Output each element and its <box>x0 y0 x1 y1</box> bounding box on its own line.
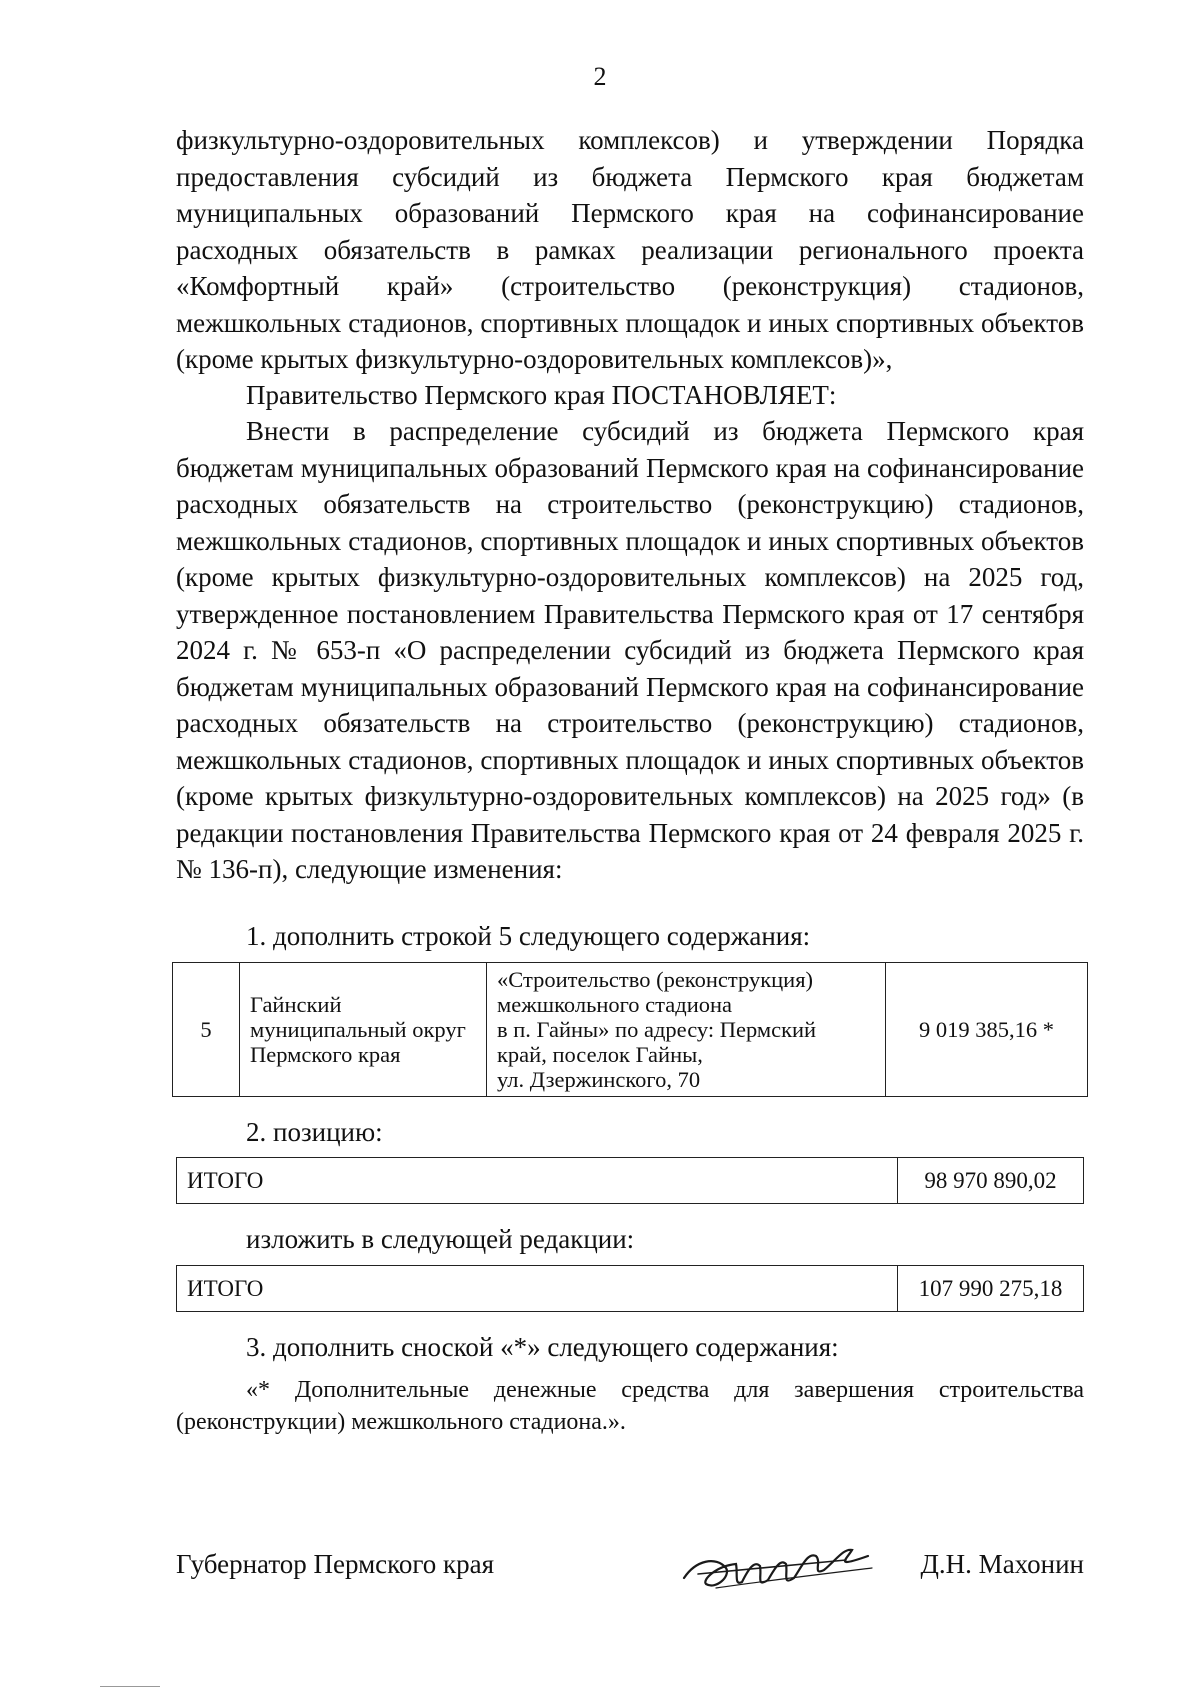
amount-cell: 9 019 385,16 * <box>886 963 1088 1097</box>
object-line: в п. Гайны» по адресу: Пермский <box>497 1017 817 1042</box>
municipality-line: Пермского края <box>250 1042 401 1067</box>
page-number: 2 <box>593 62 607 91</box>
row-number-cell: 5 <box>173 963 240 1097</box>
scan-artifact <box>100 1686 160 1687</box>
object-cell <box>487 963 886 1097</box>
paragraph-item-2: 2. позицию: <box>246 1117 383 1147</box>
object-line: «Строительство (реконструкция) <box>497 967 814 992</box>
total-old-amount: 98 970 890,02 <box>898 1158 1084 1204</box>
municipality-line: Гайнский <box>250 992 342 1017</box>
total-old-label: ИТОГО <box>177 1158 898 1204</box>
handwritten-signature <box>676 1530 876 1600</box>
signatory-name: Д.Н. Махонин <box>920 1549 1084 1579</box>
row-5-table <box>172 962 1088 1097</box>
paragraph-item-1: 1. дополнить строкой 5 следующего содержания: <box>246 921 811 951</box>
object-line: ул. Дзержинского, 70 <box>497 1067 701 1092</box>
total-new-amount: 107 990 275,18 <box>898 1266 1084 1312</box>
object-line: край, поселок Гайны, <box>497 1042 703 1067</box>
paragraph-amendment: Внести в распределение субсидий из бюджета Пермского края бюджетам муниципальных образований Пермского края на софинансирование расходных обязательств на строительство (реконструкцию) стадионов, межшкольных стадионов, спортивных площадок и иных спортивных объектов (кроме крытых физкультурно-оздоровительных комплексов) на 2025 год, утвержденное постановлением Правительства Пермского края от 17 сентября 2024 г. № 653-п «О распределении субсидий из бюджета Пермского края бюджетам муниципальных образований Пермского края на софинансирование расходных обязательств на строительство (реконструкцию) стадионов, межшкольных стадионов, спортивных площадок и иных спортивных объектов (кроме крытых физкультурно-оздоровительных комплексов) на 2025 год» (в редакции постановления Правительства Пермского края от 24 февраля 2025 г. № 136-п), следующие изменения: <box>176 416 1084 884</box>
signatory-position: Губернатор Пермского края <box>176 1549 495 1579</box>
municipality-line: муниципальный округ <box>250 1017 466 1042</box>
paragraph-footnote: «* Дополнительные денежные средства для завершения строительства (реконструкции) межшкольного стадиона.». <box>176 1377 1084 1435</box>
total-new-table <box>176 1265 1084 1312</box>
total-old-table <box>176 1157 1084 1204</box>
municipality-cell <box>240 963 487 1097</box>
paragraph-new-wording: изложить в следующей редакции: <box>246 1224 635 1254</box>
object-line: межшкольного стадиона <box>497 992 733 1017</box>
paragraph-intro-continuation: физкультурно-оздоровительных комплексов) и утверждении Порядка предоставления субсидий из бюджета Пермского края бюджетам муниципальных образований Пермского края на софинансирование расходных обязательств в рамках реализации регионального проекта «Комфортный край» (строительство (реконструкция) стадионов, межшкольных стадионов, спортивных площадок и иных спортивных объектов (кроме крытых физкультурно-оздоровительных комплексов)», <box>176 125 1084 374</box>
paragraph-resolves: Правительство Пермского края ПОСТАНОВЛЯЕТ: <box>246 380 837 410</box>
paragraph-item-3: 3. дополнить сноской «*» следующего содержания: <box>246 1332 839 1362</box>
total-new-label: ИТОГО <box>177 1266 898 1312</box>
